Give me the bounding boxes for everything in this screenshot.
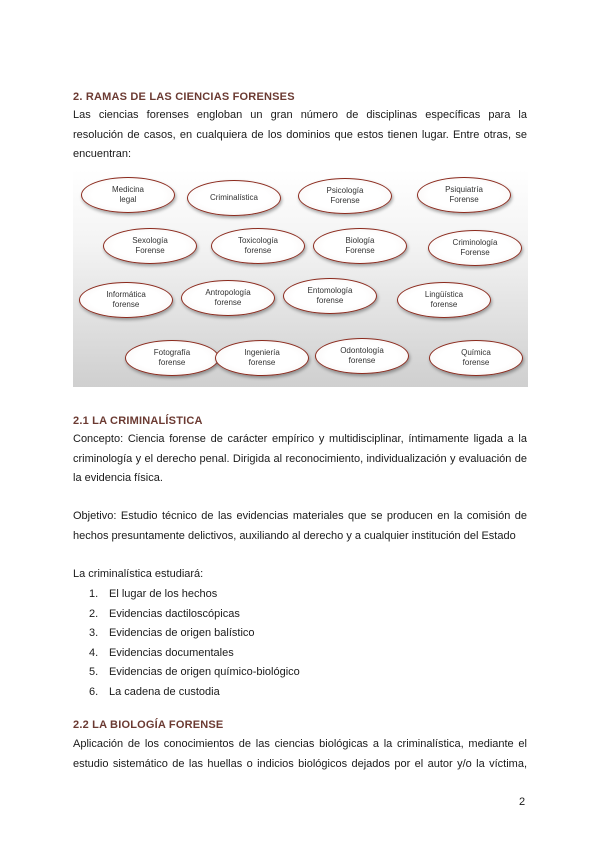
concept-line: criminología y el derecho penal. Dirigida al reconocimiento, individualización y evaluación de [73,452,527,465]
list-item [73,605,300,625]
objective-line: hechos presuntamente delictivos, auxiliando al derecho y a cualquier institución del Estado [73,529,516,542]
concept-line: Concepto: Ciencia forense de carácter empírico y multidisciplinar, íntimamente ligada a la [73,433,527,445]
branch-oval: Lingüística forense [397,282,491,318]
branch-oval: Informática forense [79,282,173,318]
list-item-number: 4. [89,646,99,659]
list-intro [73,565,527,585]
branch-oval: Odontología forense [315,338,409,374]
list-item-number: 6. [89,685,99,698]
branch-oval: Criminología Forense [428,230,522,266]
branch-oval: Biología Forense [313,228,407,264]
list-item [73,585,300,605]
branch-oval: Entomología forense [283,278,377,314]
list-item [73,683,300,703]
intro-line: Las ciencias forenses engloban un gran número de disciplinas específicas para la [73,109,527,121]
list-item-text: La cadena de custodia [109,685,220,698]
list-item-text: Evidencias de origen químico-biológico [109,666,300,678]
list-intro-text: La criminalística estudiará: [73,568,204,580]
page-number: 2 [519,796,526,808]
forensic-branches-diagram [73,170,528,387]
biology-paragraph [73,735,527,774]
section-2-2-heading: 2.2 LA BIOLOGÍA FORENSE [73,719,224,731]
list-item-number: 3. [89,627,99,639]
list-item-number: 2. [89,607,99,620]
list-item-text: El lugar de los hechos [109,588,218,600]
criminalistics-list [73,585,300,702]
section-2-heading: 2. RAMAS DE LAS CIENCIAS FORENSES [73,91,295,103]
branch-oval: Sexología Forense [103,228,197,264]
list-item [73,624,300,644]
biology-line: Aplicación de los conocimientos de las ciencias biológicas a la criminalística, mediante el [73,738,527,750]
objective-paragraph [73,507,527,546]
intro-line: resolución de casos, en cualquiera de los dominios que estos tienen lugar. Entre otras, se [73,128,527,141]
intro-line: encuentran: [73,148,132,160]
list-item-text: Evidencias documentales [109,646,234,659]
branch-oval: Psiquiatría Forense [417,177,511,213]
list-item-number: 1. [89,588,99,600]
section-2-intro [73,106,527,165]
branch-oval: Toxicología forense [211,228,305,264]
branch-oval: Ingeniería forense [215,340,309,376]
list-item-text: Evidencias de origen balístico [109,627,255,639]
objective-line: Objetivo: Estudio técnico de las evidencias materiales que se producen en la comisión de [73,510,527,522]
branch-oval: Criminalística [187,180,281,216]
branch-oval: Antropología forense [181,280,275,316]
list-item [73,663,300,683]
biology-line: estudio sistemático de las huellas o indicios biológicos dejados por el autor y/o la víctima, [73,757,527,770]
concept-line: la evidencia física. [73,472,163,484]
list-item-number: 5. [89,666,99,678]
list-item [73,644,300,664]
list-item-text: Evidencias dactiloscópicas [109,607,240,620]
branch-oval: Fotografía forense [125,340,219,376]
branch-oval: Psicología Forense [298,178,392,214]
branch-oval: Química forense [429,340,523,376]
section-2-1-heading: 2.1 LA CRIMINALÍSTICA [73,415,203,427]
concept-paragraph [73,430,527,489]
branch-oval: Medicina legal [81,177,175,213]
